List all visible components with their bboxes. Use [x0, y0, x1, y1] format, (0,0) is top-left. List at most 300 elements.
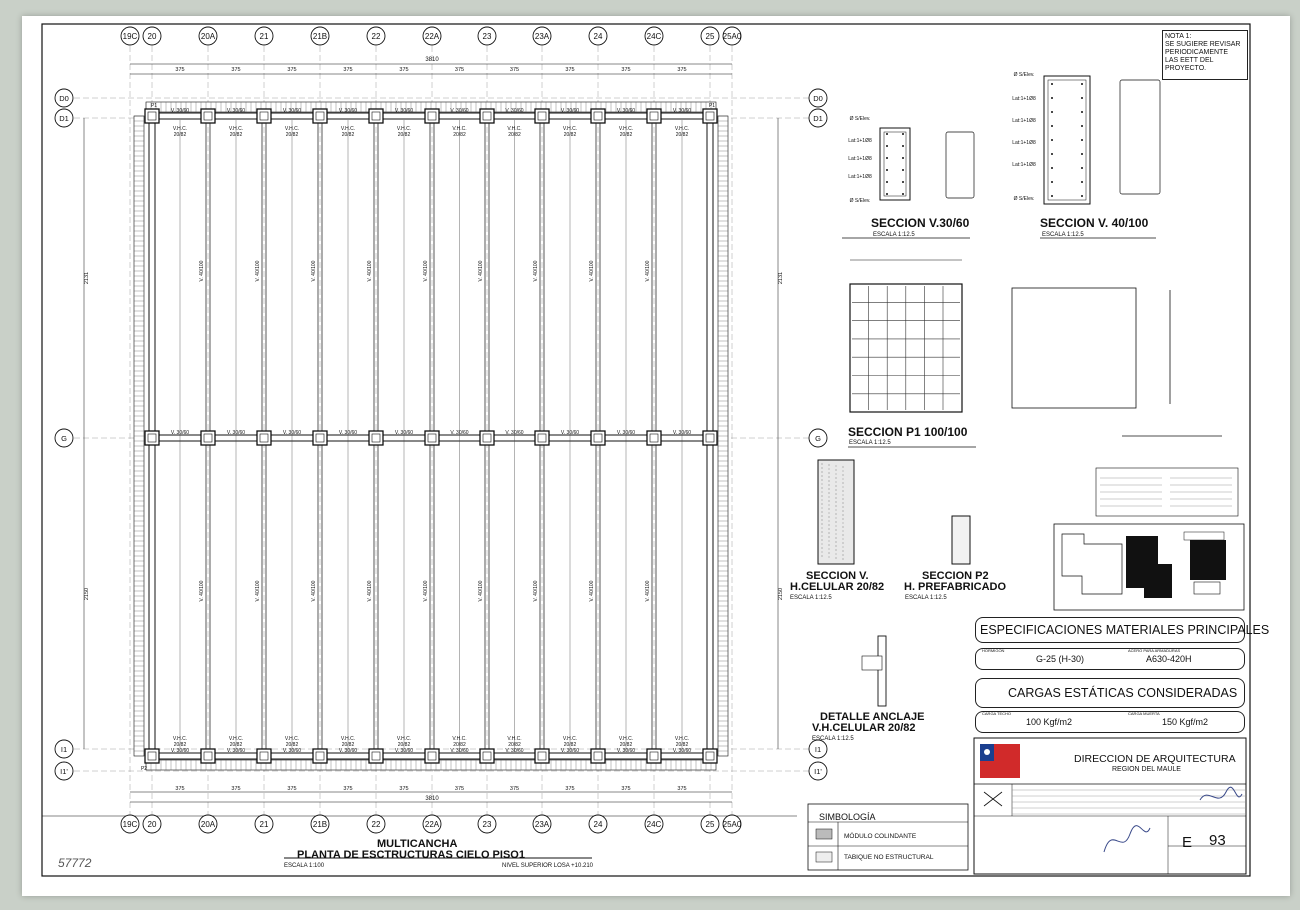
pillar	[257, 431, 271, 445]
beam-label: V. 30/60	[226, 108, 246, 114]
beam-label: 20/82	[619, 742, 633, 748]
concrete-dot	[822, 552, 823, 553]
detail-title-2: V.H.CELULAR 20/82	[812, 722, 916, 734]
dim-label: 375	[677, 67, 687, 73]
beam-label: V. 40/100	[255, 580, 261, 602]
concrete-dot	[843, 555, 844, 556]
concrete-dot	[822, 472, 823, 473]
grid-label-bottom: 21B	[312, 820, 328, 829]
concrete-dot	[836, 538, 837, 539]
pillar	[647, 749, 661, 763]
grid-label-top: 23A	[534, 32, 550, 41]
beam-label: V. 40/100	[589, 580, 595, 602]
concrete-dot	[836, 554, 837, 555]
section-title-vhc-2: H.CELULAR 20/82	[790, 581, 885, 593]
beam-label: 20/82	[285, 132, 299, 138]
concrete-dot	[829, 557, 830, 558]
beam-label: V. 40/100	[199, 580, 205, 602]
pillar	[145, 109, 159, 123]
beam-label: V.H.C.	[674, 126, 690, 132]
concrete-dot	[843, 495, 844, 496]
grid-label-bottom: 22	[371, 820, 381, 829]
pillar	[201, 749, 215, 763]
rebar-dot	[886, 133, 888, 135]
concrete-dot	[822, 468, 823, 469]
drawing-sheet	[22, 16, 1290, 896]
beam-label: 20/82	[341, 132, 355, 138]
specs-values-row	[975, 648, 1245, 670]
concrete-dot	[829, 541, 830, 542]
concrete-dot	[843, 467, 844, 468]
note-line: PROYECTO.	[1165, 65, 1207, 72]
beam-label: V.H.C.	[340, 736, 356, 742]
dim-label: 375	[454, 67, 465, 73]
concrete-dot	[829, 549, 830, 550]
dim-total: 3810	[425, 796, 439, 802]
pillar	[591, 431, 605, 445]
concrete-dot	[836, 494, 837, 495]
pillar	[425, 109, 439, 123]
beam-label: V. 30/60	[338, 108, 358, 114]
concrete-dot	[822, 464, 823, 465]
pillar-label: P1	[708, 103, 716, 109]
org-name: DIRECCION DE ARQUITECTURA	[1074, 753, 1236, 765]
beam-label: 20/82	[453, 132, 466, 138]
concrete-dot	[822, 476, 823, 477]
beam-label: V.H.C.	[284, 126, 300, 132]
concrete-dot	[836, 498, 837, 499]
rebar-dot	[1081, 97, 1083, 99]
concrete-dot	[836, 486, 837, 487]
sheet-number: 93	[1209, 832, 1226, 849]
beam-label: V. 40/100	[255, 260, 261, 282]
beam-label: V. 40/100	[423, 580, 429, 602]
anclaje-plate	[862, 656, 882, 670]
beam-label: V. 30/60	[616, 748, 636, 754]
rebar-dot	[1051, 125, 1053, 127]
pillar	[703, 431, 717, 445]
grid-label-bottom: 23	[482, 820, 492, 829]
concrete-dot	[829, 465, 830, 466]
chile-logo-star	[984, 749, 990, 755]
section-label: Lat:1+1Ø8	[848, 138, 872, 144]
rebar-dot	[902, 157, 904, 159]
concrete-dot	[836, 490, 837, 491]
concrete-dot	[843, 479, 844, 480]
concrete-dot	[836, 546, 837, 547]
beam-label: V. 40/100	[367, 580, 373, 602]
concrete-dot	[843, 543, 844, 544]
concrete-dot	[822, 528, 823, 529]
p1-stirrup-shape	[1012, 288, 1136, 408]
grid-label-right: I1	[814, 745, 822, 754]
beam-label: V. 30/60	[560, 430, 580, 436]
beam-label: V. 40/100	[311, 260, 317, 282]
beam-label: 20/82	[675, 132, 689, 138]
note-line: PERIODICAMENTE	[1165, 49, 1229, 56]
section-p2-outline	[952, 516, 970, 564]
beam-label: V. 40/100	[478, 260, 484, 282]
concrete-dot	[829, 493, 830, 494]
beam-label: V. 30/60	[560, 108, 580, 114]
rebar-dot	[1051, 195, 1053, 197]
rebar-dot	[1081, 195, 1083, 197]
stirrup-shape	[946, 132, 974, 198]
grid-label-right: D0	[813, 94, 823, 103]
grid-label-left: I1'	[60, 767, 68, 776]
beam-label: V. 30/60	[394, 748, 414, 754]
dim-label: 375	[621, 67, 631, 73]
grid-label-bottom: 25	[705, 820, 715, 829]
concrete-dot	[843, 547, 844, 548]
concrete-dot	[843, 539, 844, 540]
cargas-values-row	[975, 711, 1245, 733]
specs-hormigon-label: HORMIGON	[982, 648, 1005, 653]
beam-label: V. 30/60	[282, 748, 302, 754]
cargas-muerta-value: 150 Kgf/m2	[1162, 717, 1209, 727]
note-box	[1162, 30, 1248, 80]
rebar-dot	[1051, 167, 1053, 169]
rebar-dot	[1051, 139, 1053, 141]
grid-label-left: I1	[60, 745, 68, 754]
rebar-dot	[902, 133, 904, 135]
concrete-dot	[829, 513, 830, 514]
grid-label-top: 24	[593, 32, 603, 41]
concrete-dot	[829, 521, 830, 522]
rebar-dot	[1051, 153, 1053, 155]
concrete-dot	[829, 509, 830, 510]
dim-label: 375	[175, 786, 185, 792]
concrete-dot	[822, 504, 823, 505]
cargas-title-box	[975, 678, 1245, 708]
section-label: Lat:1+1Ø8	[1012, 162, 1036, 168]
pillar	[257, 109, 271, 123]
concrete-dot	[822, 524, 823, 525]
pillar	[145, 431, 159, 445]
section-scale: ESCALA 1:12.5	[812, 736, 854, 742]
grid-label-top: 24C	[646, 32, 662, 41]
concrete-dot	[843, 531, 844, 532]
dim-label: 375	[621, 786, 631, 792]
grid-label-top: 23	[482, 32, 492, 41]
dim-label: 375	[231, 67, 241, 73]
beam-label: 20/82	[453, 742, 466, 748]
section-label: Lat:1+1Ø8	[848, 174, 872, 180]
beam-label: V. 30/60	[450, 748, 469, 754]
pillar	[647, 431, 661, 445]
beam-label: 20/82	[563, 742, 577, 748]
legend-swatch-tabique	[816, 852, 832, 862]
pillar	[145, 749, 159, 763]
beam-label: 20/82	[397, 742, 411, 748]
dim-label: 2150	[778, 587, 784, 601]
pillar	[425, 749, 439, 763]
concrete-dot	[822, 540, 823, 541]
grid-label-left: D1	[59, 114, 69, 123]
section-scale: ESCALA 1:12.5	[849, 440, 891, 446]
section-label: Lat:1+1Ø8	[1012, 118, 1036, 124]
pillar	[313, 109, 327, 123]
concrete-dot	[822, 508, 823, 509]
signature-icon	[1200, 787, 1242, 800]
beam-label: V.H.C.	[340, 126, 356, 132]
concrete-dot	[822, 484, 823, 485]
concrete-dot	[836, 502, 837, 503]
concrete-dot	[836, 550, 837, 551]
concrete-dot	[822, 516, 823, 517]
concrete-dot	[843, 483, 844, 484]
section-label: Ø S/Elev.	[1013, 196, 1035, 202]
concrete-dot	[836, 526, 837, 527]
beam-label: V. 30/60	[338, 430, 358, 436]
drawing-title-2: PLANTA DE ESCTRUCTURAS CIELO PISO1	[297, 849, 525, 861]
grid-label-bottom: 25A0	[722, 820, 742, 829]
grid-label-top: 20	[147, 32, 157, 41]
concrete-dot	[843, 527, 844, 528]
beam-label: V.H.C.	[674, 736, 690, 742]
grid-label-bottom: 24C	[646, 820, 662, 829]
concrete-dot	[829, 537, 830, 538]
concrete-dot	[822, 536, 823, 537]
pillar	[201, 109, 215, 123]
beam-label: V. 30/60	[505, 748, 524, 754]
beam-label: V. 30/60	[560, 748, 580, 754]
note-line: LAS EETT DEL	[1165, 57, 1214, 64]
pillar	[369, 431, 383, 445]
beam-label: V. 40/100	[533, 260, 539, 282]
rebar-dot	[1081, 83, 1083, 85]
beam-label: V. 30/60	[672, 108, 692, 114]
beam-label: V.H.C.	[507, 126, 522, 132]
concrete-dot	[836, 534, 837, 535]
note-line: NOTA 1:	[1165, 33, 1192, 40]
pillar	[535, 749, 549, 763]
pillar	[257, 749, 271, 763]
dim-total: 3810	[425, 57, 439, 63]
beam-label: V. 30/60	[394, 430, 414, 436]
drawing-scale: ESCALA 1:100	[284, 863, 325, 869]
dim-label: 2131	[84, 271, 90, 285]
beam-label: V. 30/60	[505, 108, 524, 114]
cargas-muerta-label: CARGA MUERTA	[1128, 711, 1160, 716]
note-line: SE SUGIERE REVISAR	[1165, 41, 1241, 48]
rebar-dot	[1051, 83, 1053, 85]
section-title-p1: SECCION P1 100/100	[848, 425, 968, 439]
dim-label: 375	[677, 786, 687, 792]
concrete-dot	[843, 523, 844, 524]
concrete-dot	[836, 514, 837, 515]
beam-label: V. 30/60	[170, 430, 190, 436]
section-title-p2-1: SECCION P2	[922, 570, 989, 582]
concrete-dot	[836, 474, 837, 475]
pillar	[591, 749, 605, 763]
concrete-dot	[822, 532, 823, 533]
grid-label-top: 19C	[122, 32, 138, 41]
rebar-dot	[1081, 111, 1083, 113]
section-label: Ø S/Elev.	[849, 116, 871, 122]
legend-swatch-modulo	[816, 829, 832, 839]
beam-label: V. 40/100	[367, 260, 373, 282]
concrete-dot	[836, 542, 837, 543]
beam-label: V.H.C.	[396, 736, 412, 742]
beam-label: 20/82	[397, 132, 411, 138]
specs-acero-label: ACERO PARA ARMADURAS	[1128, 648, 1181, 653]
beam-label: V. 30/60	[282, 108, 302, 114]
rebar-dot	[1081, 139, 1083, 141]
grid-label-top: 25	[705, 32, 715, 41]
rebar-dot	[886, 169, 888, 171]
simbologia-item: MÓDULO COLINDANTE	[844, 833, 917, 840]
concrete-dot	[829, 525, 830, 526]
dim-label: 375	[565, 786, 575, 792]
grid-label-top: 25A0	[722, 32, 742, 41]
section-label: Ø S/Elev.	[1013, 72, 1035, 78]
grid-label-bottom: 22A	[424, 820, 440, 829]
grid-label-right: D1	[813, 114, 823, 123]
pillar	[313, 431, 327, 445]
drawing-level: NIVEL SUPERIOR LOSA +10.210	[502, 863, 593, 869]
simbologia-item: TABIQUE NO ESTRUCTURAL	[844, 854, 934, 861]
concrete-dot	[829, 505, 830, 506]
beam-label: V.H.C.	[172, 126, 188, 132]
pillar	[313, 749, 327, 763]
dim-label: 375	[509, 67, 520, 73]
grid-label-top: 22A	[424, 32, 440, 41]
concrete-dot	[829, 517, 830, 518]
beam-label: V.H.C.	[284, 736, 300, 742]
beam-label: V. 40/100	[199, 260, 205, 282]
concrete-dot	[829, 489, 830, 490]
rebar-dot	[886, 157, 888, 159]
grid-label-bottom: 24	[593, 820, 603, 829]
grid-label-top: 21B	[312, 32, 328, 41]
dim-label: 375	[509, 786, 520, 792]
simbologia-title: SIMBOLOGÍA	[819, 812, 876, 822]
concrete-dot	[836, 558, 837, 559]
beam-label: 20/82	[563, 132, 577, 138]
rebar-dot	[902, 193, 904, 195]
beam-label: V.H.C.	[228, 736, 244, 742]
cargas-techo-label: CARGA TECHO	[982, 711, 1012, 716]
rebar-dot	[1051, 97, 1053, 99]
concrete-dot	[843, 487, 844, 488]
concrete-dot	[843, 535, 844, 536]
section-v3060-outline	[880, 128, 910, 200]
beam-label: 20/82	[285, 742, 299, 748]
concrete-dot	[822, 488, 823, 489]
key-plan-highlight	[1190, 540, 1226, 580]
org-region: REGION DEL MAULE	[1112, 766, 1181, 773]
section-label: Lat:1+1Ø8	[1012, 140, 1036, 146]
specs-acero-value: A630-420H	[1146, 654, 1192, 664]
section-title-vhc-1: SECCION V.	[806, 570, 869, 582]
section-scale: ESCALA 1:12.5	[1042, 232, 1084, 238]
concrete-dot	[836, 466, 837, 467]
concrete-dot	[843, 519, 844, 520]
beam-label: V. 40/100	[645, 580, 651, 602]
beam-label: 20/82	[173, 742, 187, 748]
beam-label: V. 40/100	[478, 580, 484, 602]
pillar	[425, 431, 439, 445]
dim-label: 375	[399, 786, 409, 792]
specs-title: ESPECIFICACIONES MATERIALES PRINCIPALES	[980, 623, 1270, 637]
concrete-dot	[843, 503, 844, 504]
concrete-dot	[829, 529, 830, 530]
pillar	[201, 431, 215, 445]
dim-label: 375	[287, 786, 297, 792]
pillar	[480, 109, 494, 123]
pillar	[480, 749, 494, 763]
rebar-dot	[902, 181, 904, 183]
beam-label: V. 30/60	[170, 748, 190, 754]
beam-label: V. 30/60	[616, 108, 636, 114]
concrete-dot	[843, 559, 844, 560]
pillar	[647, 109, 661, 123]
concrete-dot	[829, 497, 830, 498]
concrete-dot	[843, 507, 844, 508]
concrete-dot	[843, 499, 844, 500]
beam-label: V. 30/60	[170, 108, 190, 114]
beam-label: V.H.C.	[452, 736, 467, 742]
dim-label: 375	[399, 67, 409, 73]
concrete-dot	[829, 545, 830, 546]
grid-label-right: G	[815, 434, 821, 443]
specs-hormigon-value: G-25 (H-30)	[1036, 654, 1085, 664]
section-label: Lat:1+1Ø8	[1012, 96, 1036, 102]
section-vhc-outline	[818, 460, 854, 564]
grid-label-bottom: 20A	[200, 820, 216, 829]
beam-label: 20/82	[229, 132, 243, 138]
cargas-techo-value: 100 Kgf/m2	[1026, 717, 1073, 727]
section-scale: ESCALA 1:12.5	[873, 232, 915, 238]
concrete-dot	[822, 556, 823, 557]
dim-label: 375	[231, 786, 241, 792]
sheet-code: E	[1182, 834, 1193, 851]
dim-label: 2150	[84, 587, 90, 601]
grid-label-right: I1'	[814, 767, 822, 776]
pillar	[369, 109, 383, 123]
dim-label: 375	[343, 786, 353, 792]
concrete-dot	[836, 470, 837, 471]
grid-label-top: 22	[371, 32, 381, 41]
beam-label: V. 40/100	[645, 260, 651, 282]
grid-label-bottom: 19C	[122, 820, 138, 829]
concrete-dot	[836, 506, 837, 507]
beam-label: V. 30/60	[226, 748, 246, 754]
concrete-dot	[829, 553, 830, 554]
concrete-dot	[829, 485, 830, 486]
rebar-dot	[886, 145, 888, 147]
pillar	[535, 109, 549, 123]
concrete-dot	[829, 473, 830, 474]
cargas-title: CARGAS ESTÁTICAS CONSIDERADAS	[1008, 686, 1238, 700]
section-scale: ESCALA 1:12.5	[790, 595, 832, 601]
pillar	[703, 749, 717, 763]
concrete-dot	[829, 501, 830, 502]
beam-label: V. 40/100	[533, 580, 539, 602]
beam-label: V.H.C.	[228, 126, 244, 132]
key-plan-block	[1184, 532, 1224, 540]
beam-label: V. 30/60	[226, 430, 246, 436]
beam-label: 20/82	[508, 132, 521, 138]
beam-label: 20/82	[229, 742, 243, 748]
concrete-dot	[822, 496, 823, 497]
concrete-dot	[822, 492, 823, 493]
anclaje-post	[878, 636, 886, 706]
beam-label: V. 30/60	[672, 748, 692, 754]
rebar-dot	[886, 193, 888, 195]
rebar-dot	[1051, 111, 1053, 113]
